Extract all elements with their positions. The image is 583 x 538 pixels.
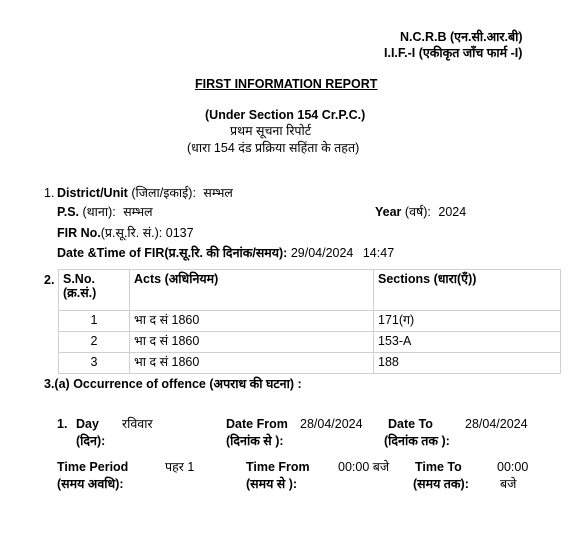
row-section: 188 [374,353,561,374]
date-value: 29/04/2024 [290,246,354,260]
datetime-label: Date &Time of FIR [57,246,165,260]
table-row [59,311,561,332]
ncrb-header: N.C.R.B (एन.सी.आर.बी) [400,30,523,44]
section2-number: 2. [44,273,55,287]
datetime-label-hi: (प्र.सू.रि. की दिनांक/समय): [164,246,288,260]
acts-table [58,269,561,374]
year-label: Year [375,205,402,219]
section3-number: 3.(a) [44,377,70,391]
table-row [59,353,561,374]
row-act: भा द सं 1860 [130,353,374,374]
row-sno: 1 [59,311,130,332]
day-value: रविवार [122,417,153,431]
time-to-label: Time To [415,460,462,474]
district-row [57,186,233,200]
fir-value: 0137 [165,226,194,240]
date-from-label-hi: (दिनांक से ): [226,434,284,448]
header-sections: Sections (धारा(एँ)) [374,270,561,311]
section3-heading [44,377,302,391]
time-from-value: 00:00 बजे [338,460,390,474]
row-section: 171(ग) [374,311,561,332]
row-act: भा द सं 1860 [130,311,374,332]
occurrence-label-hi: (अपराध की घटना) : [209,377,302,391]
header-sno [59,270,130,311]
under-section: (Under Section 154 Cr.P.C.) [205,108,366,122]
time-from-label-hi: (समय से ): [246,477,298,491]
time-period-value: पहर 1 [165,460,195,474]
table-row [59,332,561,353]
hindi-title: प्रथम सूचना रिपोर्ट [230,124,312,138]
year-value: 2024 [438,205,467,219]
year-row [375,205,466,219]
day-label-hi: (दिन): [76,434,106,448]
item-number: 1. [57,417,68,431]
ps-row [57,205,153,219]
date-to-label-hi: (दिनांक तक ): [384,434,450,448]
section1-number: 1. [44,186,55,200]
time-period-label: Time Period [57,460,129,474]
district-label: District/Unit [57,186,128,200]
report-title: FIRST INFORMATION REPORT [195,77,378,91]
occurrence-label: Occurrence of offence [73,377,206,391]
datetime-row [57,246,394,260]
district-label-hi: (जिला/इकाई): [131,186,196,200]
date-from-label: Date From [226,417,288,431]
hindi-section: (धारा 154 दंड प्रक्रिया सहिंता के तहत) [187,141,360,155]
date-to-label: Date To [388,417,433,431]
row-sno: 2 [59,332,130,353]
row-act: भा द सं 1860 [130,332,374,353]
row-sno: 3 [59,353,130,374]
header-sno-en: S.No. [63,272,95,286]
ps-label-hi: (थाना): [82,205,116,219]
ps-value: सम्भल [123,205,153,219]
form-header: I.I.F.-I (एकीकृत जाँच फार्म -I) [384,46,523,60]
fir-row [57,226,194,240]
time-from-label: Time From [246,460,310,474]
date-from-value: 28/04/2024 [300,417,363,431]
fir-label: FIR No. [57,226,101,240]
time-value: 14:47 [362,246,395,260]
header-sno-hi: (क्र.सं.) [63,286,97,301]
fir-label-hi: (प्र.सू.रि. सं.): [100,226,163,240]
year-label-hi: (वर्ष): [404,205,431,219]
time-to-unit: बजे [500,477,517,491]
time-to-label-hi: (समय तक): [413,477,469,491]
time-period-label-hi: (समय अवधि): [57,477,124,491]
header-acts: Acts (अधिनियम) [130,270,374,311]
ps-label: P.S. [57,205,80,219]
day-label: Day [76,417,99,431]
district-value: सम्भल [203,186,233,200]
row-section: 153-A [374,332,561,353]
acts-table-header [59,270,561,311]
time-to-value: 00:00 [497,460,529,474]
date-to-value: 28/04/2024 [465,417,528,431]
